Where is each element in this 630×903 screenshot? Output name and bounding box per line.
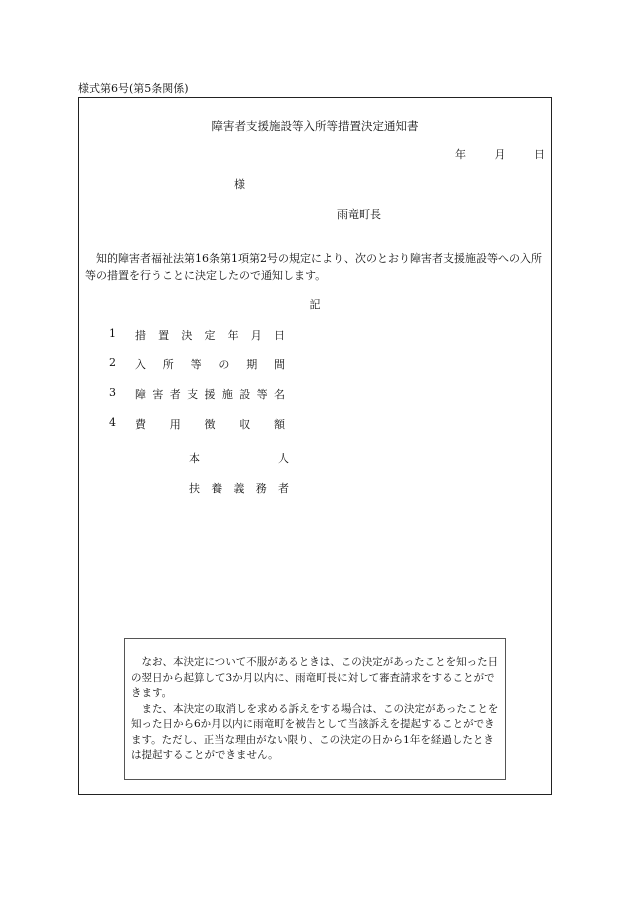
sub-item-label [189,480,289,496]
item-number: 3 [109,386,116,399]
item-label-char: 害 [152,388,164,401]
item-label-char: 間 [273,358,285,371]
item-row [109,356,285,372]
item-label-char: 定 [204,329,216,342]
item-label-char: 施 [221,388,233,401]
document-frame [78,97,552,795]
date-line [455,146,545,162]
date-day: 日 [534,148,545,161]
sub-item-char: 義 [233,482,245,495]
sub-item-label [189,450,289,466]
item-label [135,386,285,402]
appeal-notice-box [124,638,506,780]
item-label-char: 措 [135,329,146,342]
item-label [135,356,285,372]
item-number: 1 [109,327,116,340]
item-label [135,327,285,343]
item-label-char: 置 [158,329,170,342]
item-label-char: の [218,358,230,371]
item-label-char: 額 [274,418,285,431]
item-label-char: 等 [190,358,202,371]
item-label-char: 決 [181,329,193,342]
item-label-char: 日 [273,329,285,342]
item-label-char: 費 [135,418,146,431]
item-label-char: 等 [256,388,268,401]
addressee: 様 [234,178,245,191]
body-text: 知的障害者福祉法第16条第1項第2号の規定により、次のとおり障害者支援施設等への入所等の措置を行うことに決定したので通知します。 [85,252,542,282]
issuer-name: 雨竜町長 [337,208,381,221]
sub-item-char: 人 [278,452,289,465]
item-label-char: 期 [246,358,258,371]
notice-paragraph-2: また、本決定の取消しを求める訴えをする場合は、この決定があったことを知った日から6か月以内に雨竜町を被告として当該訴えを提起することができます。ただし、正当な理由がない限り、この決定の日から1年を経過したときは提起することができません。 [131,702,499,761]
ki-heading: 記 [309,298,321,311]
sub-item-char: 扶 [189,482,200,495]
item-label-char: 援 [204,388,216,401]
sub-item-char: 者 [278,482,289,495]
item-label-char: 者 [169,388,181,401]
item-row [109,416,285,432]
item-label [135,416,285,432]
item-label-char: 用 [169,418,181,431]
item-label-char: 設 [239,388,251,401]
date-month: 月 [494,148,506,161]
form-number-label: 様式第6号(第5条関係) [78,82,189,95]
item-number: 4 [109,416,116,429]
item-label-char: 徴 [204,418,216,431]
sub-item-char: 務 [255,482,267,495]
item-label-char: 所 [162,358,174,371]
notice-paragraph-1: なお、本決定について不服があるときは、この決定があったことを知った日の翌日から起算して3か月以内に、雨竜町長に対して審査請求をすることができます。 [131,656,499,699]
date-year: 年 [455,148,466,161]
item-label-char: 入 [135,358,146,371]
document-title: 障害者支援施設等入所等措置決定通知書 [211,119,419,133]
item-label-char: 名 [274,388,285,401]
item-row [109,327,285,343]
item-row [109,386,285,402]
item-label-char: 支 [187,388,199,401]
item-label-char: 収 [239,418,251,431]
sub-item-char: 本 [189,452,200,465]
item-number: 2 [109,356,116,369]
item-label-char: 年 [227,329,239,342]
sub-item-char: 養 [211,482,223,495]
item-label-char: 月 [250,329,262,342]
item-label-char: 障 [135,388,146,401]
